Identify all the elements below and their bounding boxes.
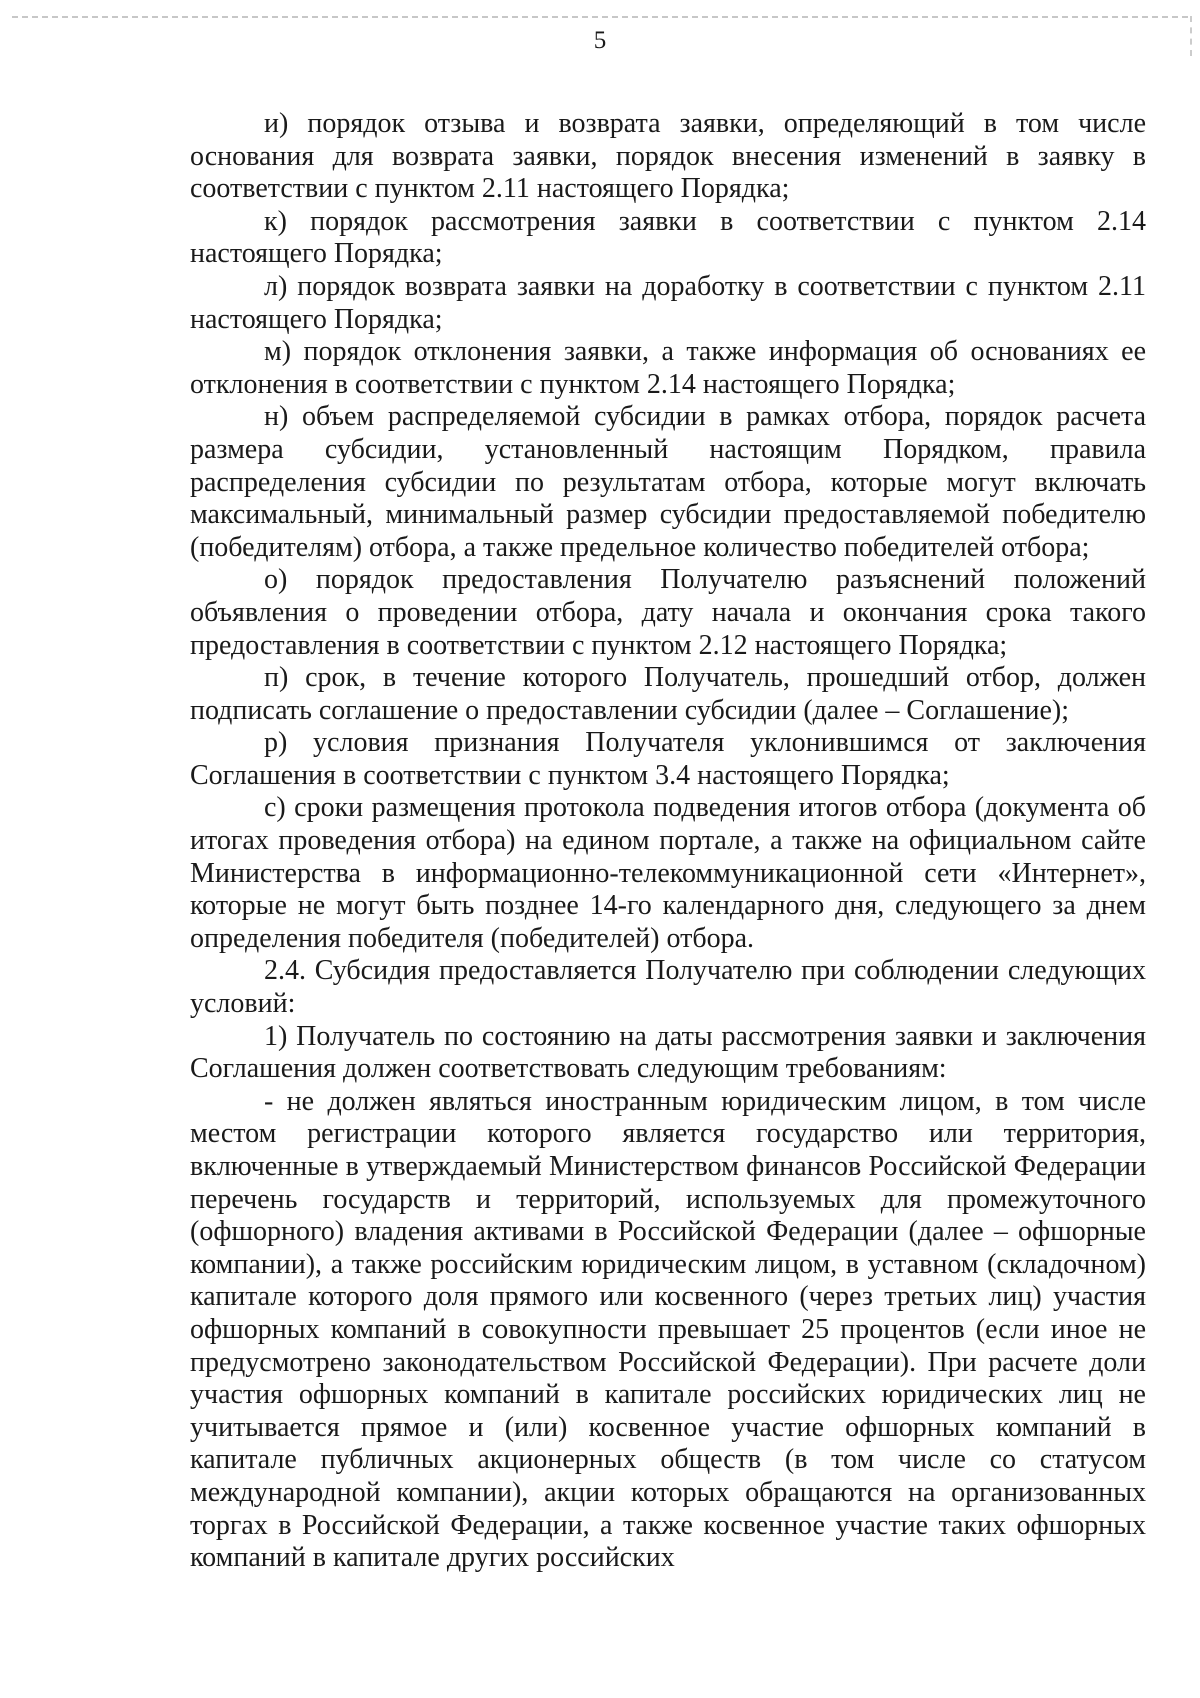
paragraph-p: п) срок, в течение которого Получатель, прошедший отбор, должен подписать соглашение о предоставлении субсидии (далее – Соглашение); bbox=[190, 662, 1146, 726]
document-body bbox=[190, 108, 1146, 1575]
paragraph-r: р) условия признания Получателя уклонившимся от заключения Соглашения в соответствии с пунктом 3.4 настоящего Порядка; bbox=[190, 727, 1146, 791]
paragraph-i: и) порядок отзыва и возврата заявки, определяющий в том числе основания для возврата заявки, порядок внесения изменений в заявку в соответствии с пунктом 2.11 настоящего Порядка; bbox=[190, 108, 1146, 205]
paragraph-condition-1: 1) Получатель по состоянию на даты рассмотрения заявки и заключения Соглашения должен соответствовать следующим требованиям: bbox=[190, 1020, 1146, 1085]
paragraph-s: с) сроки размещения протокола подведения итогов отбора (документа об итогах проведения отбора) на едином портале, а также на официальном сайте Министерства в информационно-телекоммуникационной сети «Интернет», которые не могут быть позднее 14-го календарного дня, следующего за днем определения победителя (победителей) отбора. bbox=[190, 792, 1146, 954]
scan-edge-top bbox=[12, 16, 1188, 18]
paragraph-2-4: 2.4. Субсидия предоставляется Получателю при соблюдении следующих условий: bbox=[190, 955, 1146, 1020]
paragraph-n: н) объем распределяемой субсидии в рамках отбора, порядок расчета размера субсидии, установленный настоящим Порядком, правила распределения субсидии по результатам отбора, которые могут включать максимальный, минимальный размер субсидии предоставляемой победителю (победителям) отбора, а также предельное количество победителей отбора; bbox=[190, 401, 1146, 563]
paragraph-offshore-requirement: - не должен являться иностранным юридическим лицом, в том числе местом регистрации которого является государство или территория, включенные в утверждаемый Министерством финансов Российской Федерации перечень государств и территорий, используемых для промежуточного (офшорного) владения активами в Российской Федерации (далее – офшорные компании), а также российским юридическим лицом, в уставном (складочном) капитале которого доля прямого или косвенного (через третьих лиц) участия офшорных компаний в совокупности превышает 25 процентов (если иное не предусмотрено законодательством Российской Федерации). При расчете доли участия офшорных компаний в капитале российских юридических лиц не учитывается прямое и (или) косвенное участие офшорных компаний в капитале публичных акционерных обществ (в том числе со статусом международной компании), акции которых обращаются на организованных торгах в Российской Федерации, а также косвенное участие таких офшорных компаний в капитале других российских bbox=[190, 1085, 1146, 1574]
page-number: 5 bbox=[593, 27, 607, 54]
paragraph-k: к) порядок рассмотрения заявки в соответствии с пунктом 2.14 настоящего Порядка; bbox=[190, 205, 1146, 270]
paragraph-m: м) порядок отклонения заявки, а также информация об основаниях ее отклонения в соответствии с пунктом 2.14 настоящего Порядка; bbox=[190, 336, 1146, 400]
paragraph-o: о) порядок предоставления Получателю разъяснений положений объявления о проведении отбора, дату начала и окончания срока такого предоставления в соответствии с пунктом 2.12 настоящего Порядка; bbox=[190, 564, 1146, 661]
paragraph-l: л) порядок возврата заявки на доработку в соответствии с пунктом 2.11 настоящего Порядка; bbox=[190, 270, 1146, 335]
